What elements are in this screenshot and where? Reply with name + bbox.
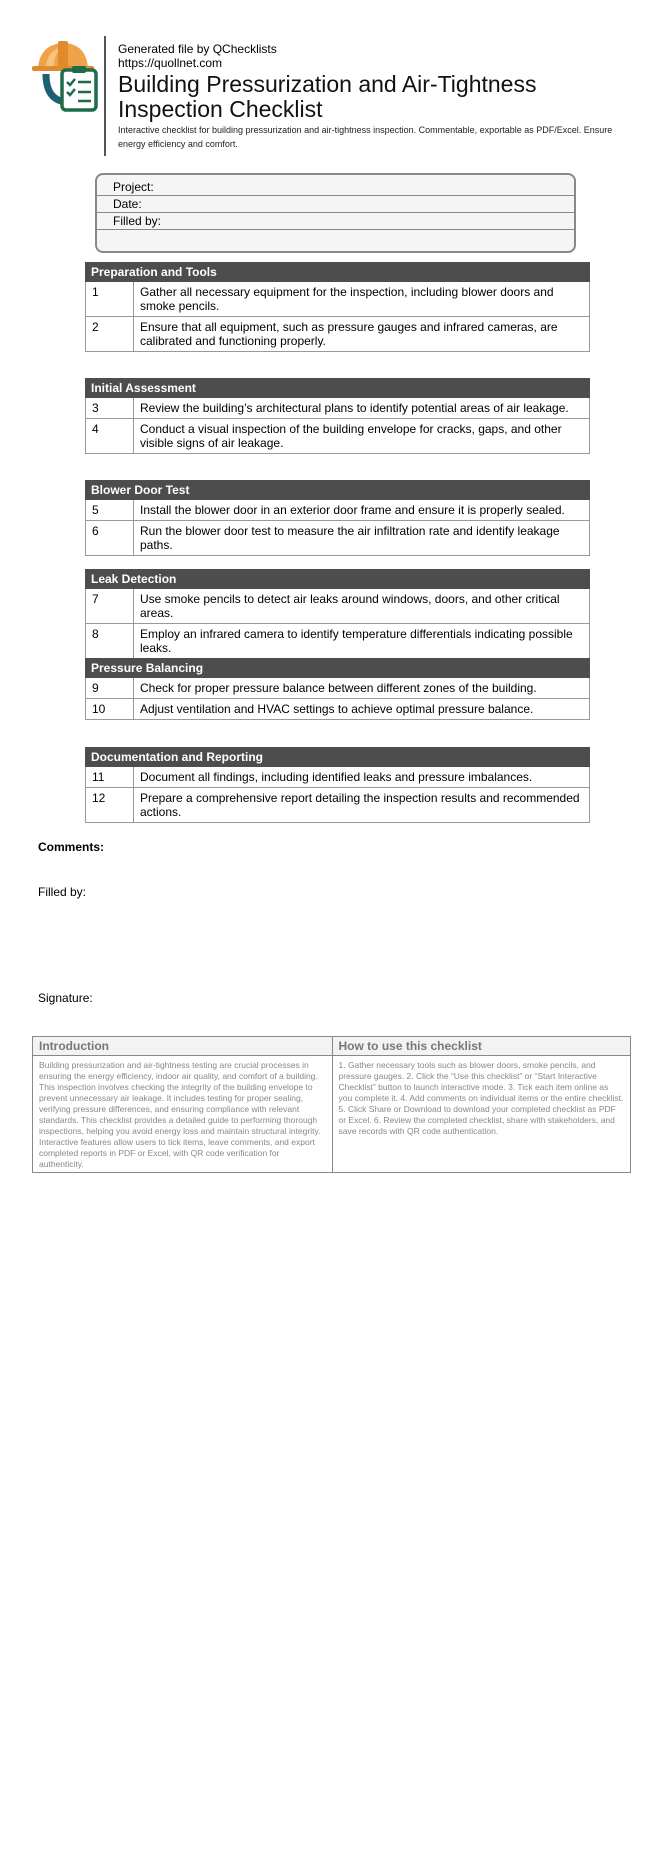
item-number: 9 [86,678,134,698]
checklist-item[interactable] [85,589,590,624]
checklist-item[interactable] [85,699,590,720]
how-to-title: How to use this checklist [333,1037,631,1056]
item-text: Adjust ventilation and HVAC settings to achieve optimal pressure balance. [140,702,534,716]
item-text: Prepare a comprehensive report detailing the inspection results and recommended actions. [140,791,580,819]
header-text [118,42,638,151]
section-blower-door-test [85,480,590,556]
how-to-text: 1. Gather necessary tools such as blower doors, smoke pencils, and pressure gauges. 2. Click the “Use this checklist” or “Start Interactive Checklist” button to launch interactive mode. 3. Tick each item online as you complete it. 4. Add comments on individual items or the entire checklist. 5. Click Share or Download to download your completed checklist as PDF or Excel. 6. Review the completed checklist, share with stakeholders, and save records with QR code authentication. [338,1060,624,1136]
section-title: Initial Assessment [85,378,590,398]
item-text: Gather all necessary equipment for the inspection, including blower doors and smoke pencils. [140,285,554,313]
filled-by-field[interactable]: Filled by: [97,213,574,230]
introduction-title: Introduction [33,1037,332,1056]
meta-box [95,173,576,253]
item-text: Conduct a visual inspection of the building envelope for cracks, gaps, and other visible signs of air leakage. [140,422,562,450]
checklist-item[interactable] [85,624,590,659]
section-title: Blower Door Test [85,480,590,500]
item-number: 5 [86,500,134,520]
section-preparation-and-tools [85,262,590,352]
item-text: Install the blower door in an exterior door frame and ensure it is properly sealed. [140,503,565,517]
signature-label: Signature: [38,991,93,1005]
title-line-1: Building Pressurization and Air-Tightness [118,71,537,97]
item-number: 11 [86,767,134,787]
item-number: 8 [86,624,134,658]
item-number: 4 [86,419,134,453]
section-title: Documentation and Reporting [85,747,590,767]
helmet-checklist-logo-icon [32,38,104,114]
introduction-column [33,1037,332,1172]
project-field[interactable]: Project: [97,175,574,196]
section-title: Pressure Balancing [85,658,590,678]
checklist-item[interactable] [85,317,590,352]
item-number: 7 [86,589,134,623]
checklist-item[interactable] [85,521,590,556]
item-number: 3 [86,398,134,418]
item-number: 1 [86,282,134,316]
comments-label: Comments: [38,840,105,854]
filled-by-label: Filled by: [38,885,87,899]
document-header [32,36,632,158]
item-number: 10 [86,699,134,719]
item-number: 2 [86,317,134,351]
item-text: Check for proper pressure balance between different zones of the building. [140,681,537,695]
page-title [118,72,638,122]
item-number: 6 [86,521,134,555]
item-text: Employ an infrared camera to identify temperature differentials indicating possible leaks. [140,627,573,655]
info-box [32,1036,631,1173]
section-initial-assessment [85,378,590,454]
title-line-2: Inspection Checklist [118,96,323,122]
checklist-item[interactable] [85,398,590,419]
section-title: Preparation and Tools [85,262,590,282]
checklist-item[interactable] [85,500,590,521]
item-text: Ensure that all equipment, such as pressure gauges and infrared cameras, are calibrated and functioning properly. [140,320,558,348]
item-number: 12 [86,788,134,822]
date-field[interactable]: Date: [97,196,574,213]
checklist-item[interactable] [85,282,590,317]
item-text: Run the blower door test to measure the air infiltration rate and identify leakage paths. [140,524,560,552]
checklist-item[interactable] [85,767,590,788]
section-leak-detection [85,569,590,659]
how-to-column [332,1037,631,1172]
checklist-item[interactable] [85,788,590,823]
section-documentation-and-reporting [85,747,590,823]
checklist-item[interactable] [85,678,590,699]
item-text: Use smoke pencils to detect air leaks around windows, doors, and other critical areas. [140,592,560,620]
checklist-item[interactable] [85,419,590,454]
source-url[interactable]: https://quollnet.com [118,56,223,70]
section-pressure-balancing [85,658,590,720]
item-text: Review the building’s architectural plans to identify potential areas of air leakage. [140,401,569,415]
generated-by: Generated file by QChecklists [118,42,277,56]
introduction-text: Building pressurization and air-tightness testing are crucial processes in ensuring the energy efficiency, indoor air quality, and comfort of a building. This inspection involves checking the integrity of the building envelope to prevent unnecessary air leakage. It includes testing for proper sealing, verifying pressure differences, and ensuring compliance with relevant standards. This checklist provides a detailed guide to performing thorough inspections, helping you avoid energy loss and maintain structural integrity. Interactive features allow users to tick items, leave comments, and export completed reports in PDF or Excel, with QR code verification for authenticity. [39,1060,321,1169]
item-text: Document all findings, including identified leaks and pressure imbalances. [140,770,533,784]
section-title: Leak Detection [85,569,590,589]
description: Interactive checklist for building pressurization and air-tightness inspection. Commentable, exportable as PDF/Excel. Ensure energy efficiency and comfort. [118,125,613,149]
header-divider [104,36,106,156]
